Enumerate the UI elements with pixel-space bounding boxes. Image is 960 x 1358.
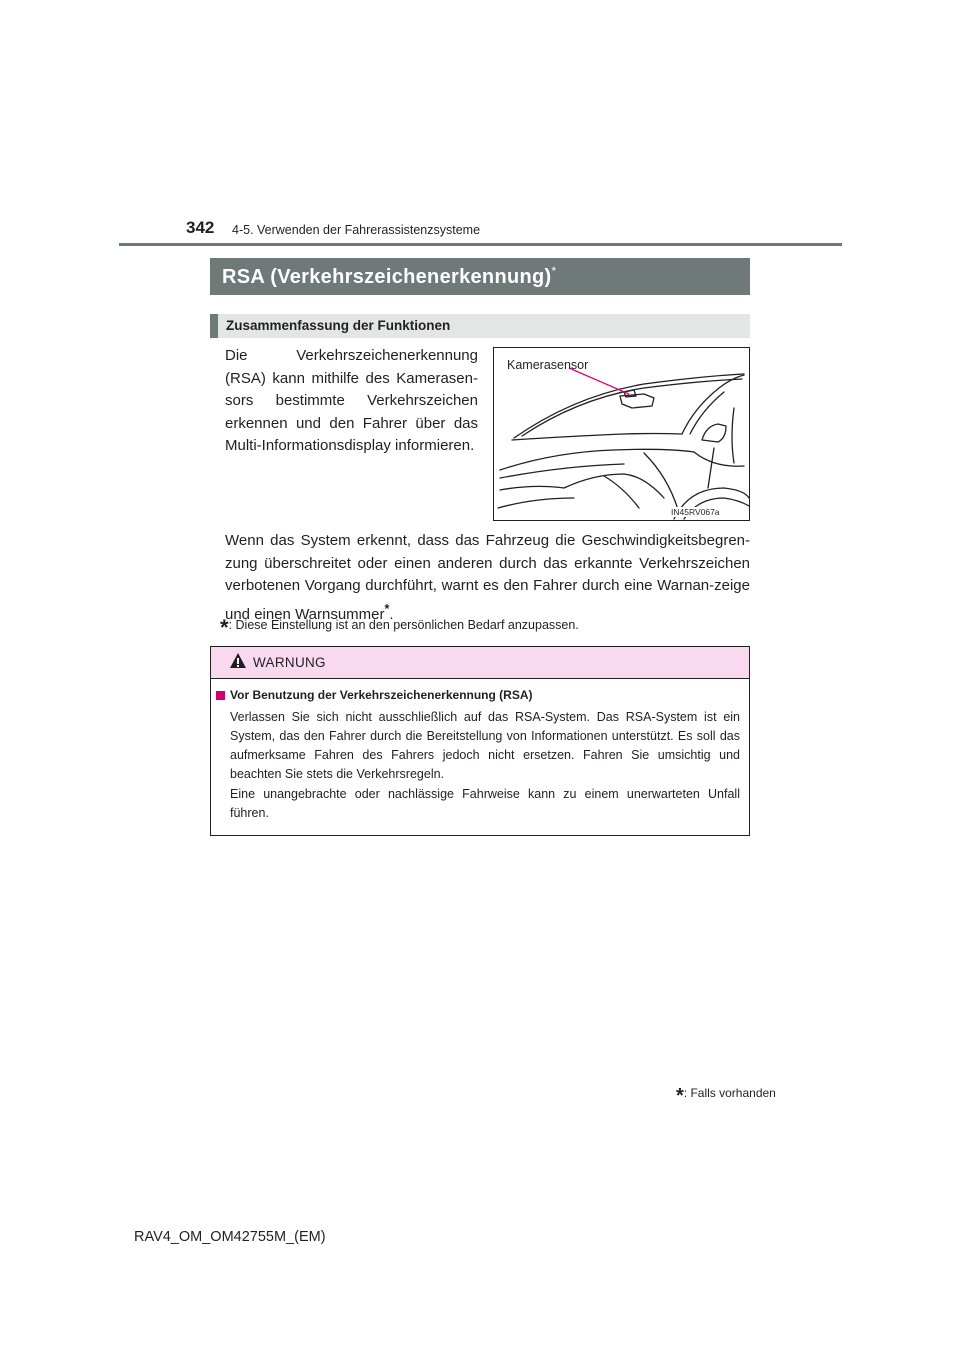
warning-box bbox=[210, 646, 750, 836]
warning-paragraph: Eine unangebrachte oder nachlässige Fahrweise kann zu einem unerwarteten Unfall führen. bbox=[230, 787, 740, 820]
car-illustration bbox=[494, 348, 749, 520]
warning-title: WARNUNG bbox=[253, 655, 326, 670]
footnote-asterisk: * bbox=[676, 1085, 684, 1107]
warning-header bbox=[211, 647, 749, 679]
title-asterisk: * bbox=[551, 264, 557, 278]
page-title: RSA (Verkehrszeichenerkennung) bbox=[222, 266, 552, 288]
paragraph-text: Wenn das System erkennt, dass das Fahrzeug die Geschwindigkeitsbegren-zung überschreitet oder einen anderen durch das erkannte Verkehrszeichen verbotenen Vorgang durchführt, warnt es den Fahrer durch eine Warnan-zeige und einen Warnsummer bbox=[225, 532, 750, 623]
warning-paragraph: Verlassen Sie sich nicht ausschließlich auf das RSA-System. Das RSA-System ist ein System, das den Fahrer durch die Bereitstellung von Informationen unterstützt. Es soll das aufmerksame Fahren des Fahrers jedoch nicht ersetzen. Fahren Sie umsichtig und beachten Sie stets die Verkehrsregeln. bbox=[230, 710, 740, 781]
page-title-bar bbox=[210, 258, 750, 295]
subheading-bar bbox=[210, 314, 750, 338]
document-footer: RAV4_OM_OM42755M_(EM) bbox=[134, 1229, 326, 1245]
note-text: : Diese Einstellung ist an den persönlichen Bedarf anzupassen. bbox=[228, 618, 579, 632]
subheading: Zusammenfassung der Funktionen bbox=[226, 318, 451, 333]
warning-bullet-square bbox=[216, 691, 225, 700]
header-rule bbox=[119, 243, 842, 246]
warning-description-paragraph bbox=[225, 530, 750, 626]
paragraph-end: . bbox=[389, 605, 394, 623]
note-asterisk: * bbox=[220, 615, 229, 640]
page-number: 342 bbox=[186, 218, 215, 237]
footnote-text: : Falls vorhanden bbox=[683, 1086, 776, 1100]
warning-triangle-icon bbox=[229, 652, 247, 669]
camera-figure bbox=[493, 347, 750, 521]
intro-paragraph: Die Verkehrszeichenerkennung (RSA) kann mithilfe des Kamerasen-sors bestimmte Verkehrszeichen erkennen und den Fahrer über das Multi-Informationsdisplay informieren. bbox=[225, 347, 478, 454]
section-heading: 4-5. Verwenden der Fahrerassistenzsysteme bbox=[232, 223, 481, 237]
figure-code: IN45RV067a bbox=[671, 507, 720, 517]
settings-note bbox=[220, 615, 579, 641]
subheading-accent bbox=[210, 314, 218, 338]
warning-subtitle: Vor Benutzung der Verkehrszeichenerkennung (RSA) bbox=[230, 688, 533, 702]
footnote bbox=[676, 1085, 776, 1108]
paragraph-asterisk: * bbox=[384, 601, 390, 616]
figure-callout-label: Kamerasensor bbox=[507, 358, 589, 372]
